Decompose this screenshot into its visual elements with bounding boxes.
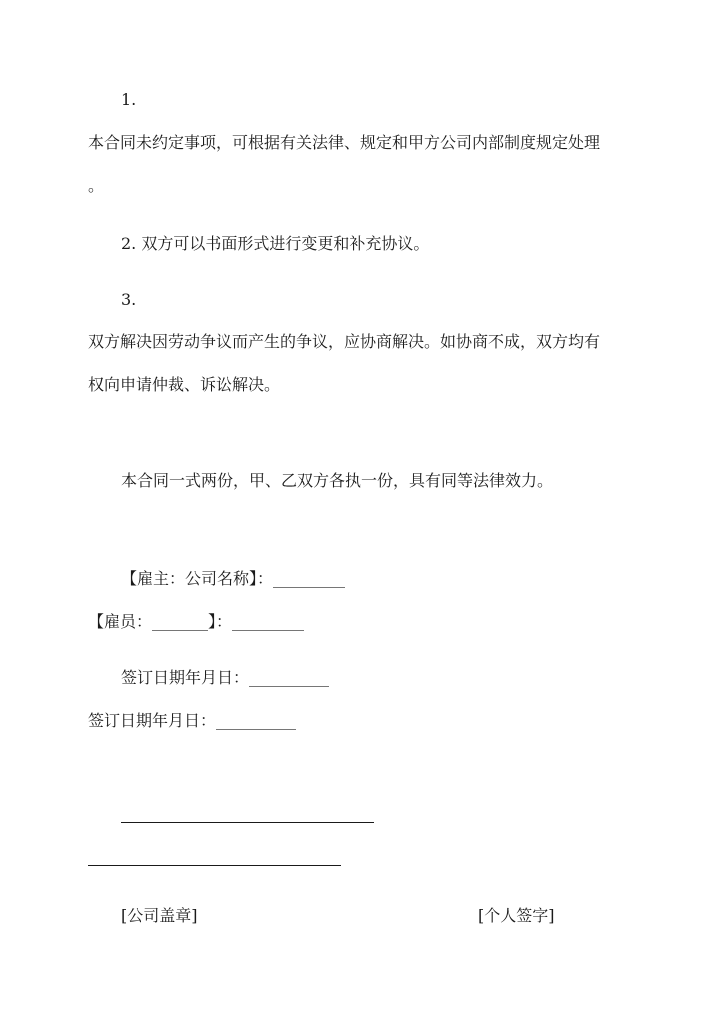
clause-3-text-cont: 权向申请仲裁、诉讼解决。 xyxy=(88,375,281,394)
copies-statement: 本合同一式两份，甲、乙双方各执一份，具有同等法律效力。 xyxy=(121,471,554,490)
sign-date-employee: 签订日期年月日：__________ xyxy=(88,711,297,730)
clause-1-text: 本合同未约定事项，可根据有关法律、规定和甲方公司内部制度规定处理 xyxy=(88,133,601,152)
signature-line-personal xyxy=(88,865,341,866)
clause-1-number: 1. xyxy=(121,90,137,109)
company-seal-label: [公司盖章] xyxy=(121,906,198,925)
sign-date-employer: 签订日期年月日：__________ xyxy=(121,668,330,687)
employer-field: 【雇主：公司名称】：_________ xyxy=(121,569,346,588)
personal-sign-label: [个人签字] xyxy=(478,906,555,925)
employee-field: 【雇员：_______】：_________ xyxy=(88,612,305,631)
clause-3-text: 双方解决因劳动争议而产生的争议，应协商解决。如协商不成，双方均有 xyxy=(88,332,601,351)
clause-3-number: 3. xyxy=(121,290,137,309)
clause-2: 2. 双方可以书面形式进行变更和补充协议。 xyxy=(121,234,430,253)
clause-1-text-cont: 。 xyxy=(88,176,105,195)
signature-line-company xyxy=(121,822,374,823)
